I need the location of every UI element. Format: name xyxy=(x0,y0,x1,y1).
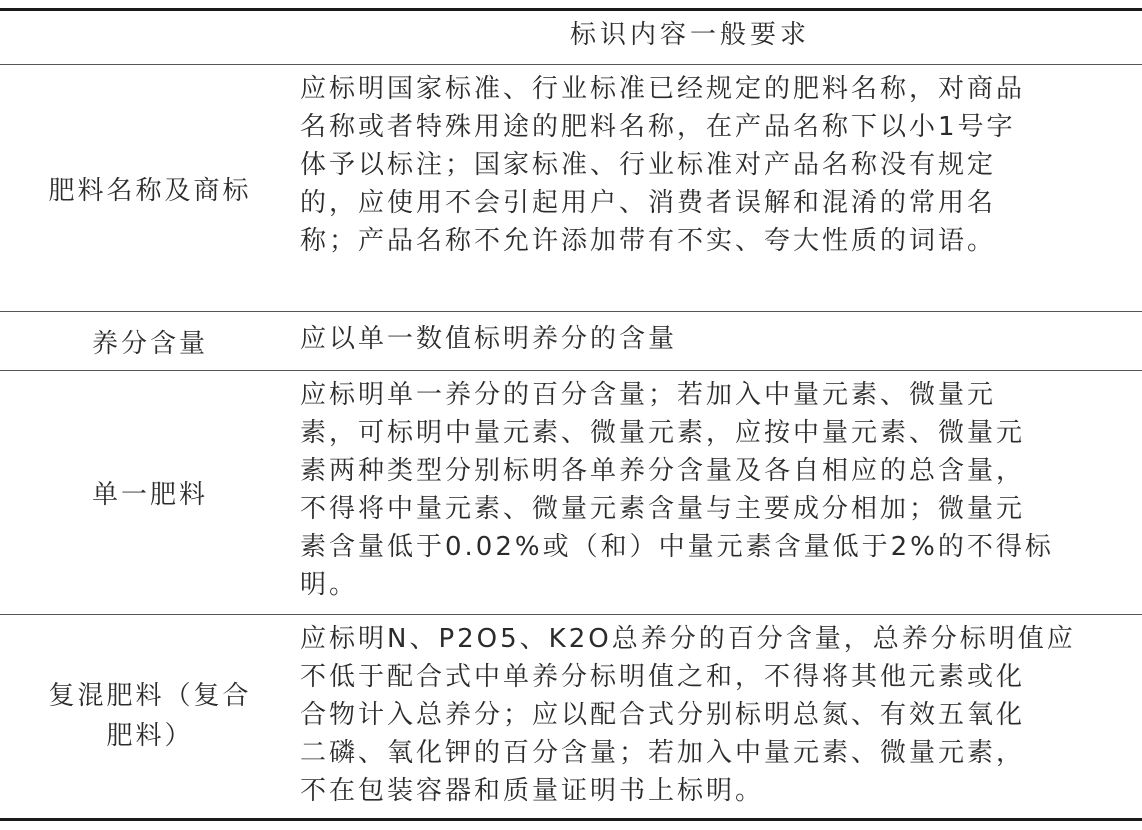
row-label-single-fertilizer: 单一肥料 xyxy=(91,479,208,510)
row-divider xyxy=(0,370,1142,371)
row-content-compound-fertilizer: 应标明N、P2O5、K2O总养分的百分含量，总养分标明值应 不低于配合式中单养分标明值之和，不得将其他元素或化 合物计入总养分；应以配合式分别标明总氮、有效五氧化 二磷、氧化钾的百分含量；若加入中量元素、微量元素， 不在包装容器和质量证明书上标明。 xyxy=(300,624,1076,806)
table-bottom-border xyxy=(0,818,1142,821)
row-divider xyxy=(0,311,1142,312)
table-header: 标识内容一般要求 xyxy=(570,20,811,50)
row-content-single-fertilizer: 应标明单一养分的百分含量；若加入中量元素、微量元 素，可标明中量元素、微量元素，应按中量元素、微量元 素两种类型分别标明各单养分含量及各自相应的总含量， 不得将中量元素、微量元素含量与主要成分相加；微量元 素含量低于0.02%或（和）中量元素含量低于2%的不得标 明。 xyxy=(300,380,1054,600)
row-content-fertilizer-name: 应标明国家标准、行业标准已经规定的肥料名称，对商品 名称或者特殊用途的肥料名称，在产品名称下以小1号字 体予以标注；国家标准、行业标准对产品名称没有规定 的，应使用不会引起用户、消费者误解和混淆的常用名 称；产品名称不允许添加带有不实、夸大性质的词语。 xyxy=(300,74,1026,256)
row-content-nutrient-content: 应以单一数值标明养分的含量 xyxy=(300,324,678,354)
row-label-fertilizer-name: 肥料名称及商标 xyxy=(48,175,252,206)
row-label-compound-fertilizer: 复混肥料（复合 肥料） xyxy=(48,681,252,751)
header-divider xyxy=(0,64,1142,65)
table-top-border xyxy=(0,8,1142,11)
row-label-nutrient-content: 养分含量 xyxy=(91,328,208,359)
row-divider xyxy=(0,614,1142,615)
